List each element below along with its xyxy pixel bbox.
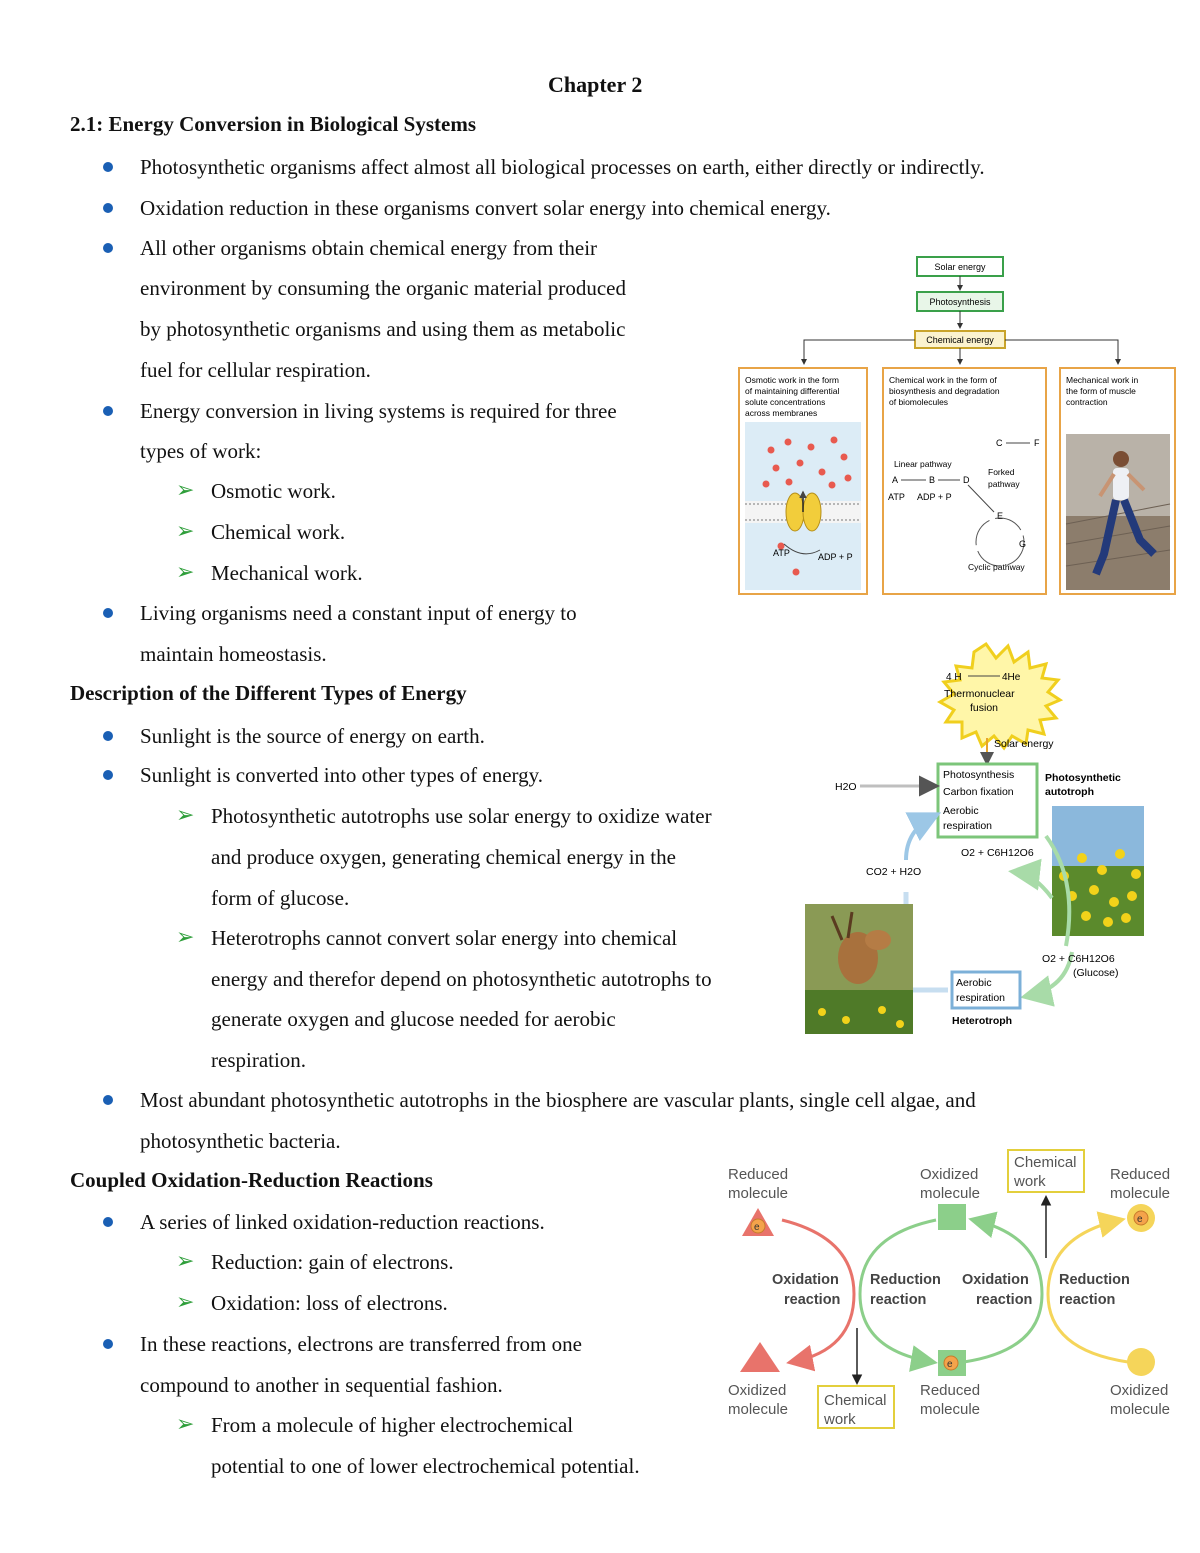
pathway-letter-g: G bbox=[1019, 539, 1027, 549]
sub-bullet-text-cont: energy and therefor depend on photosynthetic autotrophs to bbox=[211, 967, 712, 991]
transporter-protein-right bbox=[803, 493, 821, 531]
photosynthetic-autotroph-label-1: Photosynthetic bbox=[1045, 772, 1121, 784]
arrow-bullet-icon: ➢ bbox=[176, 1249, 195, 1274]
bullet-text-cont: fuel for cellular respiration. bbox=[140, 358, 371, 382]
bullet-text-cont: maintain homeostasis. bbox=[140, 642, 327, 666]
reduction-reaction-label-1b: reaction bbox=[870, 1292, 927, 1308]
sub-bullet-text: Reduction: gain of electrons. bbox=[211, 1250, 454, 1274]
pathway-letter-b: B bbox=[929, 475, 936, 485]
osmotic-caption-4: across membranes bbox=[745, 408, 818, 418]
section-heading-redox: Coupled Oxidation-Reduction Reactions bbox=[70, 1168, 433, 1192]
bullet-icon bbox=[103, 1339, 113, 1349]
osmotic-caption-3: solute concentrations bbox=[745, 397, 826, 407]
oxidized-circle-icon bbox=[1127, 1348, 1155, 1376]
sub-bullet-text: Photosynthetic autotrophs use solar energy to oxidize water bbox=[211, 804, 712, 828]
arrow-bullet-icon: ➢ bbox=[176, 1290, 195, 1315]
adp-p-label: ADP + P bbox=[818, 552, 853, 562]
sub-bullet-text-cont: and produce oxygen, generating chemical energy in the bbox=[211, 845, 676, 869]
bullet-text-cont: environment by consuming the organic material produced bbox=[140, 276, 626, 300]
linear-pathway-label: Linear pathway bbox=[894, 459, 952, 469]
fusion-label: fusion bbox=[970, 702, 999, 714]
reduction-reaction-label-2: Reduction bbox=[1059, 1272, 1130, 1288]
solar-energy-label: Solar energy bbox=[934, 262, 986, 272]
sub-bullet-text: Mechanical work. bbox=[211, 561, 363, 585]
o2-glucose-output-label: O2 + C6H12O6 bbox=[961, 847, 1034, 859]
runner-photo bbox=[1066, 434, 1170, 590]
autotroph-process-1: Photosynthesis bbox=[943, 769, 1015, 781]
figure-coupled-redox bbox=[724, 1146, 1180, 1436]
reduction-arc-2 bbox=[1048, 1220, 1128, 1362]
bullet-icon bbox=[103, 406, 113, 416]
bullet-icon bbox=[103, 770, 113, 780]
bullet-icon bbox=[103, 1095, 113, 1105]
sub-bullet-text: Chemical work. bbox=[211, 520, 346, 544]
mechanical-caption-3: contraction bbox=[1066, 397, 1108, 407]
bullet-icon bbox=[103, 731, 113, 741]
autotroph-process-4: respiration bbox=[943, 820, 993, 832]
oxidized-molecule-label-3b: molecule bbox=[1110, 1401, 1171, 1418]
reduced-molecule-label-3: Reduced bbox=[920, 1382, 981, 1399]
oxidized-molecule-label-1b: molecule bbox=[920, 1185, 981, 1202]
oxidation-arc-2 bbox=[964, 1220, 1042, 1362]
sub-bullet-text-cont: form of glucose. bbox=[211, 886, 350, 910]
sub-bullet-text-cont: generate oxygen and glucose needed for aerobic bbox=[211, 1007, 616, 1031]
bullet-text: Most abundant photosynthetic autotrophs in the biosphere are vascular plants, single cell algae, and bbox=[140, 1088, 976, 1112]
plant-photo bbox=[1052, 806, 1144, 936]
figure-energy-work-types bbox=[736, 254, 1178, 598]
oxidized-molecule-label-2: Oxidized bbox=[728, 1382, 787, 1399]
oxidized-triangle-icon bbox=[740, 1342, 780, 1372]
chemical-caption-2: biosynthesis and degradation bbox=[889, 386, 1000, 396]
arrow-bullet-icon: ➢ bbox=[176, 519, 195, 544]
oxidized-molecule-label-1: Oxidized bbox=[920, 1166, 979, 1183]
section-heading-types-of-energy: Description of the Different Types of Energy bbox=[70, 681, 467, 705]
cyclic-pathway-label: Cyclic pathway bbox=[968, 562, 1025, 572]
sub-bullet-text: Osmotic work. bbox=[211, 479, 336, 503]
sub-bullet-text: From a molecule of higher electrochemical bbox=[211, 1413, 574, 1437]
bullet-text: Living organisms need a constant input of energy to bbox=[140, 601, 577, 625]
oxidation-reaction-label-1b: reaction bbox=[784, 1292, 841, 1308]
bullet-text: All other organisms obtain chemical energy from their bbox=[140, 236, 598, 260]
atp-label: ATP bbox=[773, 548, 790, 558]
reduced-molecule-label-1: Reduced bbox=[728, 1166, 789, 1183]
heterotroph-label: Heterotroph bbox=[952, 1015, 1013, 1027]
bullet-text-cont: photosynthetic bacteria. bbox=[140, 1129, 341, 1153]
chapter-title: Chapter 2 bbox=[548, 72, 643, 97]
chemical-energy-label: Chemical energy bbox=[926, 335, 994, 345]
reduced-molecule-label-2: Reduced bbox=[1110, 1166, 1171, 1183]
autotroph-process-3: Aerobic bbox=[943, 805, 979, 817]
osmotic-caption-1: Osmotic work in the form bbox=[745, 375, 839, 385]
arrow-bullet-icon: ➢ bbox=[176, 560, 195, 585]
chemical-work-bottom-1: Chemical bbox=[824, 1392, 887, 1409]
bullet-text-cont: by photosynthetic organisms and using them as metabolic bbox=[140, 317, 626, 341]
arrow-bullet-icon: ➢ bbox=[176, 803, 195, 828]
electron-label-3: e bbox=[1137, 1214, 1143, 1225]
section-heading-energy-conversion: 2.1: Energy Conversion in Biological Systems bbox=[70, 112, 477, 136]
sub-bullet-text: Heterotrophs cannot convert solar energy into chemical bbox=[211, 926, 678, 950]
pathway-letter-d: C bbox=[996, 438, 1003, 448]
pathway-letter-e: E bbox=[997, 511, 1004, 521]
bullet-text-cont: types of work: bbox=[140, 439, 262, 463]
bullet-text: Sunlight is converted into other types of energy. bbox=[140, 763, 544, 787]
bullet-text: In these reactions, electrons are transferred from one bbox=[140, 1332, 582, 1356]
adp-p-label-2: ADP + P bbox=[917, 492, 952, 502]
bullet-text: A series of linked oxidation-reduction reactions. bbox=[140, 1210, 545, 1234]
oxidation-reaction-label-1: Oxidation bbox=[772, 1272, 839, 1288]
forked-pathway-label-2: pathway bbox=[988, 479, 1020, 489]
pathway-letter-c: D bbox=[963, 475, 970, 485]
o2-glucose-label: O2 + C6H12O6 bbox=[1042, 953, 1115, 965]
sub-bullet-text-cont: potential to one of lower electrochemical potential. bbox=[211, 1454, 640, 1478]
atp-label-2: ATP bbox=[888, 492, 905, 502]
bullet-text: Photosynthetic organisms affect almost all biological processes on earth, either directly or indirectly. bbox=[140, 155, 985, 179]
reduction-reaction-label-1: Reduction bbox=[870, 1272, 941, 1288]
reduced-molecule-label-2b: molecule bbox=[1110, 1185, 1171, 1202]
sub-bullet-text: Oxidation: loss of electrons. bbox=[211, 1291, 448, 1315]
bullet-icon bbox=[103, 162, 113, 172]
arrow-bullet-icon: ➢ bbox=[176, 925, 195, 950]
chemical-work-top-2: work bbox=[1014, 1173, 1046, 1190]
photosynthesis-label: Photosynthesis bbox=[929, 297, 991, 307]
figure-energy-cycle bbox=[802, 640, 1147, 1040]
co2-h2o-label: CO2 + H2O bbox=[866, 866, 922, 878]
chemical-caption-3: of biomolecules bbox=[889, 397, 949, 407]
oxidation-reaction-label-2: Oxidation bbox=[962, 1272, 1029, 1288]
oxidation-reaction-label-2b: reaction bbox=[976, 1292, 1033, 1308]
fusion-4he-label: 4He bbox=[1002, 672, 1021, 683]
bullet-text: Energy conversion in living systems is required for three bbox=[140, 399, 617, 423]
aerobic-label: Aerobic bbox=[956, 977, 992, 989]
chemical-work-top-1: Chemical bbox=[1014, 1154, 1077, 1171]
bullet-icon bbox=[103, 243, 113, 253]
bullet-text: Sunlight is the source of energy on earth. bbox=[140, 724, 485, 748]
arrow-bullet-icon: ➢ bbox=[176, 1412, 195, 1437]
solar-energy-label-2: Solar energy bbox=[994, 738, 1054, 750]
thermonuclear-label: Thermonuclear bbox=[944, 688, 1015, 700]
reduced-molecule-label-3b: molecule bbox=[920, 1401, 981, 1418]
electron-label-1: e bbox=[754, 1222, 760, 1233]
respiration-label: respiration bbox=[956, 992, 1006, 1004]
reduction-arc-1 bbox=[860, 1220, 936, 1362]
forked-pathway-label-1: Forked bbox=[988, 467, 1015, 477]
pathway-letter-f: F bbox=[1034, 438, 1040, 448]
reduction-reaction-label-2b: reaction bbox=[1059, 1292, 1116, 1308]
reduced-molecule-label-1b: molecule bbox=[728, 1185, 789, 1202]
h2o-input-label: H2O bbox=[835, 781, 857, 793]
arrow-bullet-icon: ➢ bbox=[176, 478, 195, 503]
mechanical-caption-2: the form of muscle bbox=[1066, 386, 1136, 396]
bullet-text-cont: compound to another in sequential fashion. bbox=[140, 1373, 503, 1397]
bullet-text: Oxidation reduction in these organisms convert solar energy into chemical energy. bbox=[140, 196, 831, 220]
chemical-caption-1: Chemical work in the form of bbox=[889, 375, 997, 385]
photosynthetic-autotroph-label-2: autotroph bbox=[1045, 786, 1094, 798]
chemical-work-bottom-2: work bbox=[824, 1411, 856, 1428]
deer-photo bbox=[805, 904, 913, 1034]
osmotic-caption-2: of maintaining differential bbox=[745, 386, 840, 396]
oxidized-molecule-label-3: Oxidized bbox=[1110, 1382, 1169, 1399]
oxidized-molecule-label-2b: molecule bbox=[728, 1401, 789, 1418]
oxidized-square-icon bbox=[938, 1204, 966, 1230]
fusion-4h-label: 4 H bbox=[946, 672, 962, 683]
sub-bullet-text-cont: respiration. bbox=[211, 1048, 307, 1072]
bullet-icon bbox=[103, 1217, 113, 1227]
transporter-protein-left bbox=[786, 493, 804, 531]
bullet-icon bbox=[103, 608, 113, 618]
oxidation-arc-1 bbox=[782, 1220, 854, 1362]
electron-label-2: e bbox=[947, 1359, 953, 1370]
pathway-letter-a: A bbox=[892, 475, 899, 485]
mechanical-caption-1: Mechanical work in bbox=[1066, 375, 1139, 385]
glucose-label: (Glucose) bbox=[1073, 967, 1119, 979]
bullet-icon bbox=[103, 203, 113, 213]
autotroph-process-2: Carbon fixation bbox=[943, 786, 1014, 798]
